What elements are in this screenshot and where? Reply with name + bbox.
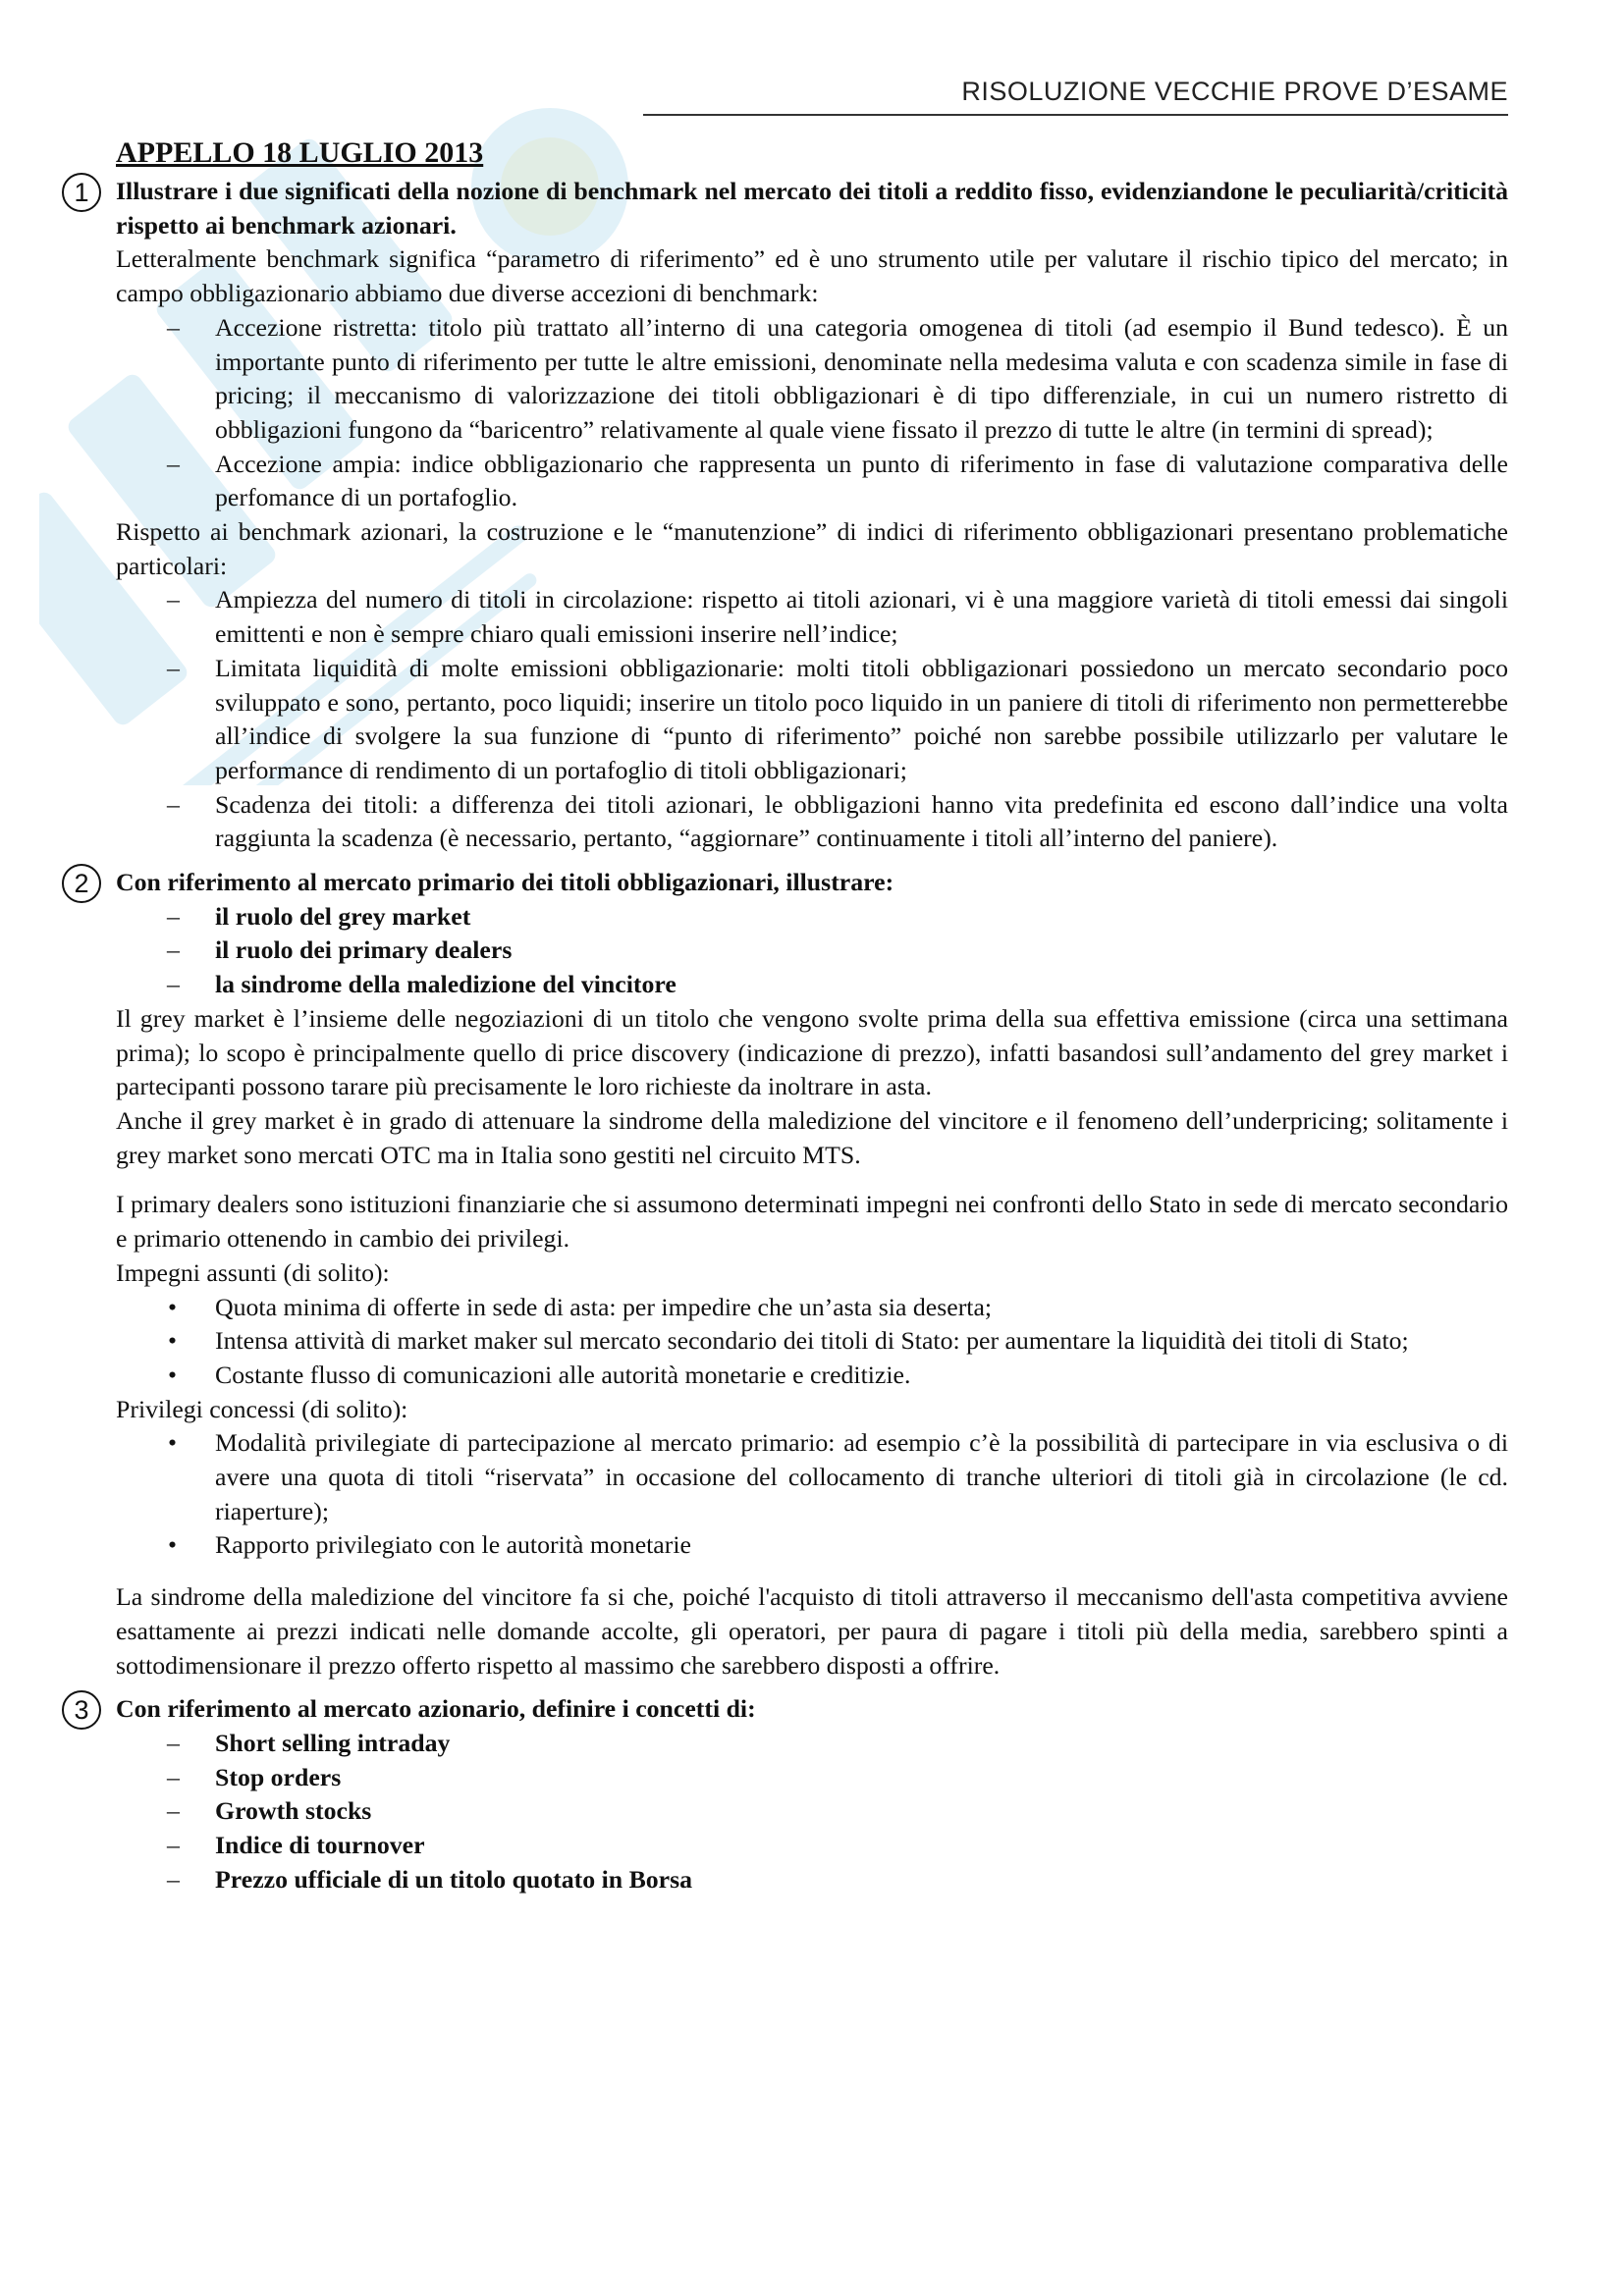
list-item: • Costante flusso di comunicazioni alle autorità monetarie e creditizie. (116, 1359, 1508, 1393)
list-item: • Rapporto privilegiato con le autorità monetarie (116, 1528, 1508, 1563)
q2-impegni-list (116, 1291, 1508, 1393)
question-2-title (74, 866, 1508, 900)
list-item: – Accezione ampia: indice obbligazionario che rappresenta un punto di riferimento in fase di valutazione comparativa delle perfomance di un portafoglio. (116, 448, 1508, 515)
question-1-number: 1 (62, 173, 101, 212)
question-1-title (74, 175, 1508, 242)
q2-paragraph-3: I primary dealers sono istituzioni finanziarie che si assumono determinati impegni nei confronti dello Stato in sede di mercato secondario e primario ottenendo in cambio dei privilegi. (116, 1190, 1508, 1254)
q1-paragraph-2: Rispetto ai benchmark azionari, la costruzione e le “manutenzione” di indici di riferimento obbligazionari presentano problematiche particolari: (116, 517, 1508, 580)
question-3-text: Con riferimento al mercato azionario, definire i concetti di: (116, 1694, 756, 1724)
q2-subitems (116, 900, 1508, 1002)
exam-heading: APPELLO 18 LUGLIO 2013 (116, 136, 484, 169)
document-body (74, 135, 1508, 1896)
q2-privilegi-list (116, 1426, 1508, 1563)
q1-problems-list (116, 583, 1508, 856)
list-item: – Growth stocks (116, 1794, 1508, 1829)
list-item: – Stop orders (116, 1761, 1508, 1795)
list-item: – la sindrome della maledizione del vincitore (116, 968, 1508, 1002)
list-item: – Ampiezza del numero di titoli in circolazione: rispetto ai titoli azionari, vi è una maggiore varietà di titoli emessi dai singoli emittenti e non è sempre chiaro quali emissioni inserire nell’indice; (116, 583, 1508, 651)
q2-paragraph-2: Anche il grey market è in grado di attenuare la sindrome della maledizione del vincitore e il fenomeno dell’underpricing; solitamente i grey market sono mercati OTC ma in Italia sono gestiti nel circuito MTS. (116, 1105, 1508, 1169)
list-item: – Scadenza dei titoli: a differenza dei titoli azionari, le obbligazioni hanno vita predefinita ed escono dall’indice una volta raggiunta la scadenza (è necessario, pertanto, “aggiornare” continuamente i titoli all’interno del paniere). (116, 788, 1508, 856)
q2-impegni-label: Impegni assunti (di solito): (116, 1257, 390, 1287)
question-1-text: Illustrare i due significati della nozione di benchmark nel mercato dei titoli a reddito fisso, evidenziandone le peculiarità/criticità rispetto ai benchmark azionari. (116, 177, 1508, 240)
q2-paragraph-4: La sindrome della maledizione del vincitore fa si che, poiché l'acquisto di titoli attraverso il meccanismo dell'asta competitiva avviene esattamente ai prezzi indicati nelle domande accolte, gli operatori, per paura di pagare i titoli più della media, sarebbero spinti a sottodimensionare il prezzo offerto rispetto al massimo che sarebbero disposti a offrire. (116, 1582, 1508, 1680)
question-2-number: 2 (62, 864, 101, 903)
page-header (0, 0, 1624, 118)
q3-subitems (116, 1727, 1508, 1897)
list-item: – il ruolo del grey market (116, 900, 1508, 934)
list-item: – Short selling intraday (116, 1727, 1508, 1761)
question-3-title (74, 1692, 1508, 1727)
q2-paragraph-1: Il grey market è l’insieme delle negoziazioni di un titolo che vengono svolte prima della sua effettiva emissione (circa una settimana prima); lo scopo è principalmente quello di price discovery (indicazione di prezzo), infatti basandosi sull’andamento del grey market i partecipanti possono tarare più precisamente le loro richieste da inoltrare in asta. (116, 1003, 1508, 1101)
list-item: – Indice di tournover (116, 1829, 1508, 1863)
header-title: RISOLUZIONE VECCHIE PROVE D’ESAME (961, 77, 1508, 106)
q1-benchmark-list (116, 311, 1508, 515)
question-3-number: 3 (62, 1690, 101, 1730)
list-item: • Quota minima di offerte in sede di asta: per impedire che un’asta sia deserta; (116, 1291, 1508, 1325)
header-rule (643, 114, 1508, 116)
q1-intro: Letteralmente benchmark significa “parametro di riferimento” ed è uno strumento utile per valutare il rischio tipico del mercato; in campo obbligazionario abbiamo due diverse accezioni di benchmark: (116, 244, 1508, 308)
list-item: • Intensa attività di market maker sul mercato secondario dei titoli di Stato: per aumentare la liquidità dei titoli di Stato; (116, 1324, 1508, 1359)
q2-privilegi-label: Privilegi concessi (di solito): (116, 1394, 408, 1423)
list-item: – Prezzo ufficiale di un titolo quotato in Borsa (116, 1863, 1508, 1897)
list-item: • Modalità privilegiate di partecipazione al mercato primario: ad esempio c’è la possibilità di partecipare in via esclusiva o di avere una quota di titoli “riservata” in occasione del collocamento di tranche ulteriori di titoli già in circolazione (le cd. riaperture); (116, 1426, 1508, 1528)
question-2-text: Con riferimento al mercato primario dei titoli obbligazionari, illustrare: (116, 868, 894, 897)
list-item: – Accezione ristretta: titolo più trattato all’interno di una categoria omogenea di titoli (ad esempio il Bund tedesco). È un importante punto di riferimento per tutte le altre emissioni, denominate nella medesima valuta e con scadenza simile in fase di pricing; il meccanismo di valorizzazione dei titoli obbligazionari è di tipo differenziale, in cui un numero ristretto di obbligazioni fungono da “baricentro” relativamente al quale viene fissato il prezzo di tutte le altre (in termini di spread); (116, 311, 1508, 448)
list-item: – il ruolo dei primary dealers (116, 934, 1508, 968)
list-item: – Limitata liquidità di molte emissioni obbligazionarie: molti titoli obbligazionari possiedono un mercato secondario poco sviluppato e sono, pertanto, poco liquidi; inserire un titolo poco liquido in un paniere di titoli di riferimento non permetterebbe all’indice di svolgere la sua funzione di “punto di riferimento” poiché non sarebbe possibile utilizzarlo per valutare le performance di rendimento di un portafoglio di titoli obbligazionari; (116, 652, 1508, 788)
